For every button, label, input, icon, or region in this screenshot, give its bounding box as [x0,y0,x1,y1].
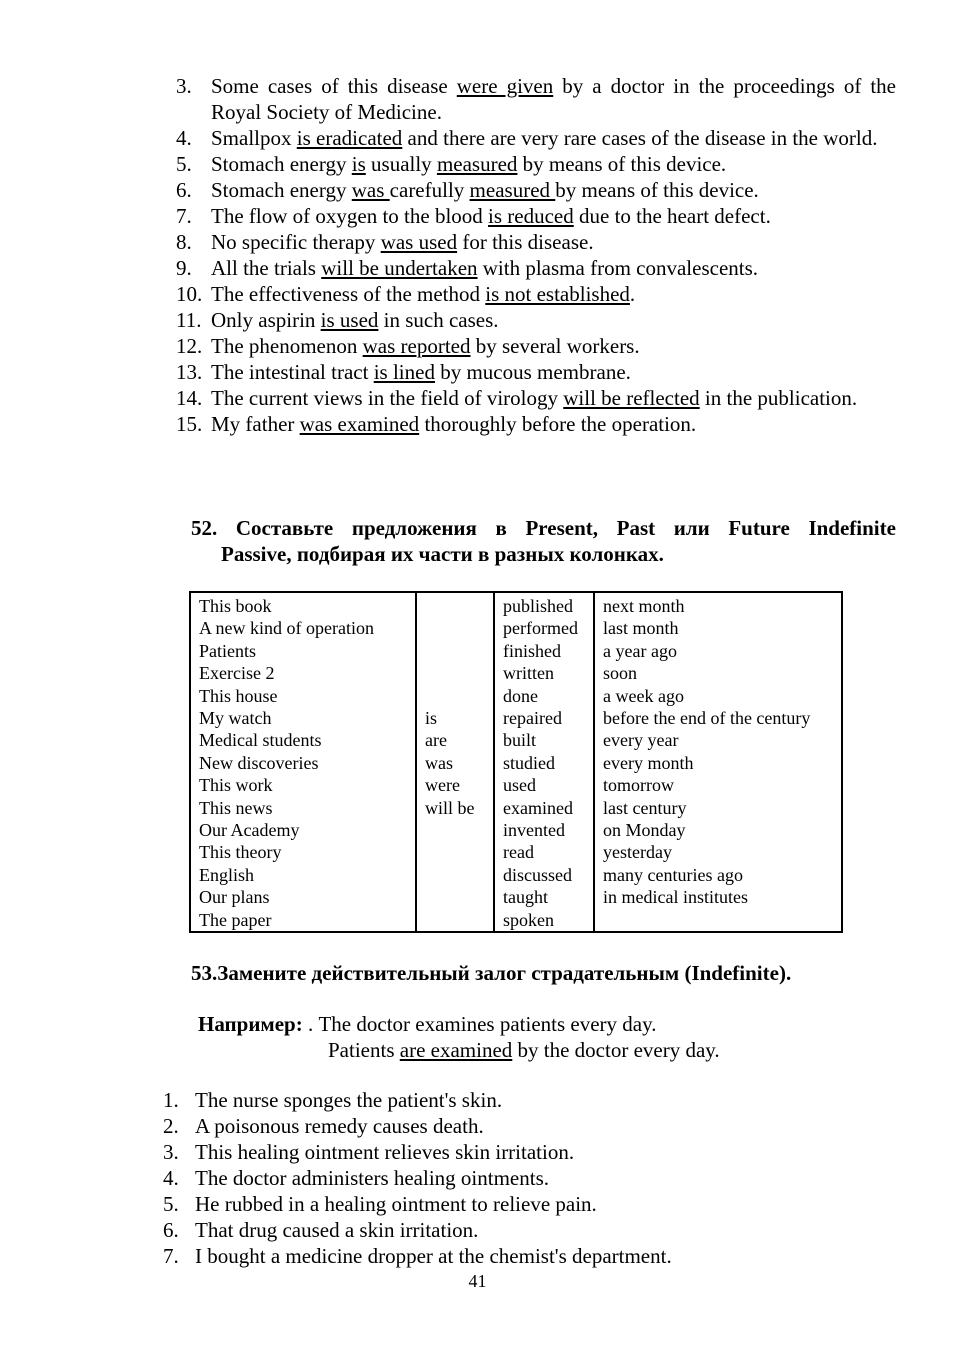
list-item-text: He rubbed in a healing ointment to relieve pain. [195,1192,597,1216]
list-item-text: The intestinal tract is lined by mucous membrane. [211,360,631,384]
list-item [176,203,896,229]
list-item-text: That drug caused a skin irritation. [195,1218,479,1242]
list-item [176,151,896,177]
list-item [176,255,896,281]
title-word: предложения [351,516,477,540]
title-word: или [673,516,710,540]
list-item-number: 10. [176,282,203,306]
list-item-number: 15. [176,412,203,436]
list-item-text: A poisonous remedy causes death. [195,1114,484,1138]
sentence-list-active [163,1087,883,1269]
list-item [176,229,896,255]
auxiliary-verb-column [416,592,494,932]
table-cell-entry: last century [603,797,687,818]
list-item-number: 5. [176,152,192,176]
table-cell-entry: many centuries ago [603,864,743,885]
list-item [163,1243,883,1269]
table-cell-entry: every month [603,752,694,773]
list-item-number: 6. [163,1218,179,1242]
table-cell-entry: The paper [199,909,272,930]
list-item-number: 6. [176,178,192,202]
list-item [176,333,896,359]
list-item [176,411,896,437]
table-cell-entry: before the end of the century [603,708,811,729]
table-cell-entry: Exercise 2 [199,663,275,684]
table-cell-entry: used [503,775,536,796]
title-word: Present, [525,516,598,540]
table-cell-entry: studied [503,752,555,773]
sentence-parts-table [189,591,843,933]
table-cell-entry: finished [503,640,561,661]
participle-column [494,592,594,932]
list-item-number: 12. [176,334,203,358]
list-item-number: 7. [176,204,192,228]
title-word: 52. [191,516,218,540]
list-item-number: 5. [163,1192,179,1216]
table-cell-entry: were [425,775,460,796]
table-cell-entry: This book [199,596,272,616]
exercise-52-title-line1 [191,515,896,541]
table-cell-entry: soon [603,663,638,684]
list-item-text: I bought a medicine dropper at the chemist's department. [195,1244,672,1268]
list-item [176,177,896,203]
exercise-52-title-line2: Passive, подбирая их части в разных колонках. [221,542,664,566]
list-item-text: The effectiveness of the method is not established. [211,282,636,306]
list-item-number: 13. [176,360,203,384]
table-cell-entry: every year [603,730,679,751]
list-item-number: 14. [176,386,203,410]
exercise-52-title [191,515,896,567]
table-cell-entry: tomorrow [603,775,674,796]
list-item [163,1217,883,1243]
table-cell-entry: written [503,663,554,684]
subject-column [190,592,416,932]
table-cell-entry: English [199,864,255,885]
list-item-number: 1. [163,1088,179,1112]
list-item-number: 3. [163,1140,179,1164]
list-item-text: Stomach energy was carefully measured by means of this device. [211,178,759,202]
table-cell-entry: spoken [503,909,554,930]
table-cell-entry: a year ago [603,640,677,661]
list-item-text: No specific therapy was used for this disease. [211,230,594,254]
table-cell-entry: repaired [503,708,562,729]
list-item-text: This healing ointment relieves skin irritation. [195,1140,575,1164]
list-item-number: 8. [176,230,192,254]
list-item [176,125,896,151]
list-item [176,385,896,411]
list-item-text: Smallpox is eradicated and there are very rare cases of the disease in the world. [211,126,878,150]
table-cell-entry: will be [425,797,475,818]
title-word: Составьте [235,516,334,540]
table-cell-entry: performed [503,618,578,639]
table-cell-entry: Our plans [199,887,270,908]
table-cell-entry: yesterday [603,842,672,863]
table-cell-entry: next month [603,596,685,616]
table-cell-entry: discussed [503,864,572,885]
table-cell-entry: This theory [199,842,282,863]
list-item-number: 9. [176,256,192,280]
list-item-text: The phenomenon was reported by several workers. [211,334,640,358]
table-cell-entry: read [503,842,534,863]
list-item [163,1191,883,1217]
sentence-list-passive [176,73,896,437]
list-item-text: Stomach energy is usually measured by means of this device. [211,152,727,176]
table-cell-entry: This news [199,797,273,818]
list-item [176,359,896,385]
example-passive-sentence: Patients are examined by the doctor every day. [328,1038,720,1062]
list-item [163,1165,883,1191]
table-cell-entry: Medical students [199,730,322,751]
list-item-text: Only aspirin is used in such cases. [211,308,499,332]
table-cell-entry: was [425,752,453,773]
list-item-text: The flow of oxygen to the blood is reduced due to the heart defect. [211,204,771,228]
table-cell-entry: published [503,596,573,616]
table-cell-entry: New discoveries [199,752,319,773]
table-cell-entry: in medical institutes [603,887,748,908]
list-item-text: The doctor administers healing ointments. [195,1166,550,1190]
list-item [163,1113,883,1139]
list-item-text: The current views in the field of virology will be reflected in the publication. [211,386,858,410]
list-item-text: The nurse sponges the patient's skin. [195,1088,503,1112]
list-item [176,73,896,125]
table-cell-entry: This house [199,685,278,706]
title-word: Indefinite [808,516,896,540]
title-word: Future [728,516,790,540]
list-item-number: 2. [163,1114,179,1138]
table-cell-entry: is [425,708,438,728]
example-label: Например: [198,1012,303,1036]
list-item-number: 11. [176,308,202,332]
page-number: 41 [468,1271,487,1291]
table-cell-entry: built [503,730,537,751]
table-cell-entry: This work [199,775,273,796]
table-cell-entry: examined [503,797,573,818]
title-word: Past [616,516,656,540]
example-underlined-verb: are examined [399,1038,513,1062]
table-cell-entry: on Monday [603,820,686,841]
list-item [176,307,896,333]
time-expression-column [594,592,842,932]
table-cell-entry: are [425,730,447,751]
list-item [176,281,896,307]
list-item-number: 4. [176,126,192,150]
list-item-text: All the trials will be undertaken with plasma from convalescents. [211,256,759,280]
example-active-sentence: . The doctor examines patients every day. [302,1012,657,1036]
example-block [198,1011,720,1063]
list-item [163,1087,883,1113]
list-item-number: 3. [176,74,192,98]
table-cell-entry: taught [503,887,548,908]
table-cell-entry: a week ago [603,685,684,706]
list-item-text: Some cases of this disease were given by a doctor in the proceedings of the Royal Society of Medicine. [211,74,896,124]
list-item-number: 4. [163,1166,179,1190]
list-item-text: My father was examined thoroughly before the operation. [211,412,697,436]
title-word: в [495,516,507,540]
exercise-53-title: 53.Замените действительный залог страдательным (Indefinite). [191,961,792,985]
table-cell-entry: Patients [199,640,256,661]
list-item [163,1139,883,1165]
table-cell-entry: A new kind of operation [199,618,374,639]
table-cell-entry: My watch [199,708,272,729]
table-cell-entry: invented [503,820,565,841]
list-item-number: 7. [163,1244,179,1268]
table-cell-entry: done [503,685,538,706]
table-cell-entry: last month [603,618,679,639]
table-cell-entry: Our Academy [199,820,300,841]
